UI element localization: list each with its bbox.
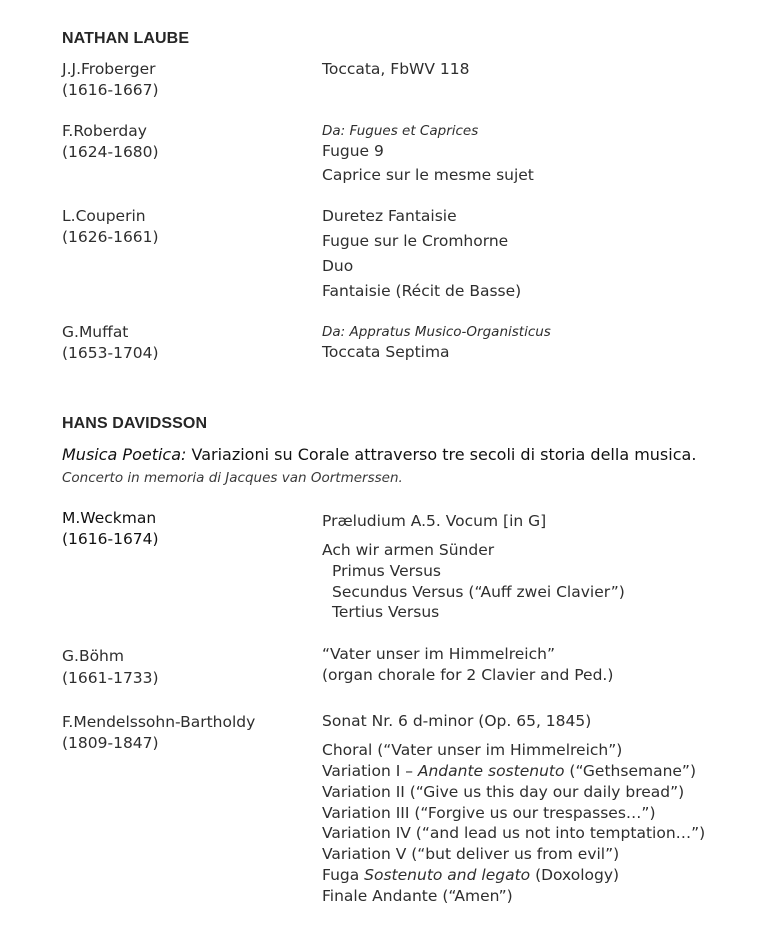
concert-dedication: Concerto in memoria di Jacques van Oortmerssen.: [62, 470, 403, 486]
composer-name: G.Muffat: [62, 323, 129, 341]
composer-dates: (1616-1667): [62, 81, 159, 99]
work-title: Duo: [322, 257, 354, 275]
performer-heading: NATHAN LAUBE: [62, 30, 190, 47]
performer-heading: HANS DAVIDSSON: [62, 415, 208, 432]
work-title: Fugue sur le Cromhorne: [322, 232, 509, 250]
work-movement: [322, 823, 705, 844]
work-title: Duretez Fantaisie: [322, 207, 457, 225]
composer-dates: (1661-1733): [62, 669, 159, 687]
work-title: Toccata, FbWV 118: [322, 60, 470, 78]
work-movement: Tertius Versus: [332, 603, 440, 621]
composer-dates: (1653-1704): [62, 344, 159, 362]
movement-text: Finale Andante (“Amen”): [322, 887, 513, 905]
work-source: Da: Appratus Musico-Organisticus: [322, 324, 551, 340]
work-movement: [322, 886, 513, 907]
movement-text: (Doxology): [530, 866, 620, 884]
composer-name: F.Mendelssohn-Bartholdy: [62, 713, 256, 731]
movement-text: Variation V (“but deliver us from evil”): [322, 845, 620, 863]
composer-name: M.Weckman: [62, 509, 157, 527]
movement-text: Variation I –: [322, 762, 418, 780]
subtitle-description: Variazioni su Corale attraverso tre secoli di storia della musica.: [186, 445, 697, 464]
movement-text: Variation II (“Give us this day our daily bread”): [322, 783, 685, 801]
work-title: “Vater unser im Himmelreich”: [322, 645, 555, 663]
work-movement: Primus Versus: [332, 562, 441, 580]
work-description: (organ chorale for 2 Clavier and Ped.): [322, 666, 614, 684]
work-title: Fantaisie (Récit de Basse): [322, 282, 522, 300]
composer-dates: (1809-1847): [62, 734, 159, 752]
work-movement: Secundus Versus (“Auff zwei Clavier”): [332, 583, 625, 601]
concert-subtitle: [62, 444, 696, 466]
work-title: Toccata Septima: [322, 343, 450, 361]
movement-text: Variation III (“Forgive us our trespasses…”): [322, 804, 656, 822]
movement-tempo: Sostenuto and legato: [364, 866, 531, 884]
work-movement: [322, 803, 656, 824]
composer-dates: (1616-1674): [62, 530, 159, 548]
work-movement: [322, 782, 684, 803]
composer-name: J.J.Froberger: [62, 60, 156, 78]
work-title: Sonat Nr. 6 d-minor (Op. 65, 1845): [322, 712, 592, 730]
movement-text: Variation IV (“and lead us not into temptation…”): [322, 824, 706, 842]
work-title: Caprice sur le mesme sujet: [322, 166, 534, 184]
work-source: Da: Fugues et Caprices: [322, 123, 479, 139]
composer-name: G.Böhm: [62, 647, 124, 665]
work-movement: [322, 844, 619, 865]
subtitle-title: Musica Poetica:: [62, 445, 187, 464]
work-movement: [322, 865, 619, 886]
composer-name: L.Couperin: [62, 207, 146, 225]
composer-name: F.Roberday: [62, 122, 147, 140]
work-title: Præludium A.5. Vocum [in G]: [322, 512, 547, 530]
composer-dates: (1626-1661): [62, 228, 159, 246]
work-movement: [322, 761, 696, 782]
movement-text: Fuga: [322, 866, 365, 884]
composer-dates: (1624-1680): [62, 143, 159, 161]
movement-tempo: Andante sostenuto: [417, 762, 565, 780]
work-title: Choral (“Vater unser im Himmelreich”): [322, 741, 623, 759]
movement-text: (“Gethsemane”): [564, 762, 697, 780]
work-title: Fugue 9: [322, 142, 384, 160]
work-title: Ach wir armen Sünder: [322, 541, 495, 559]
